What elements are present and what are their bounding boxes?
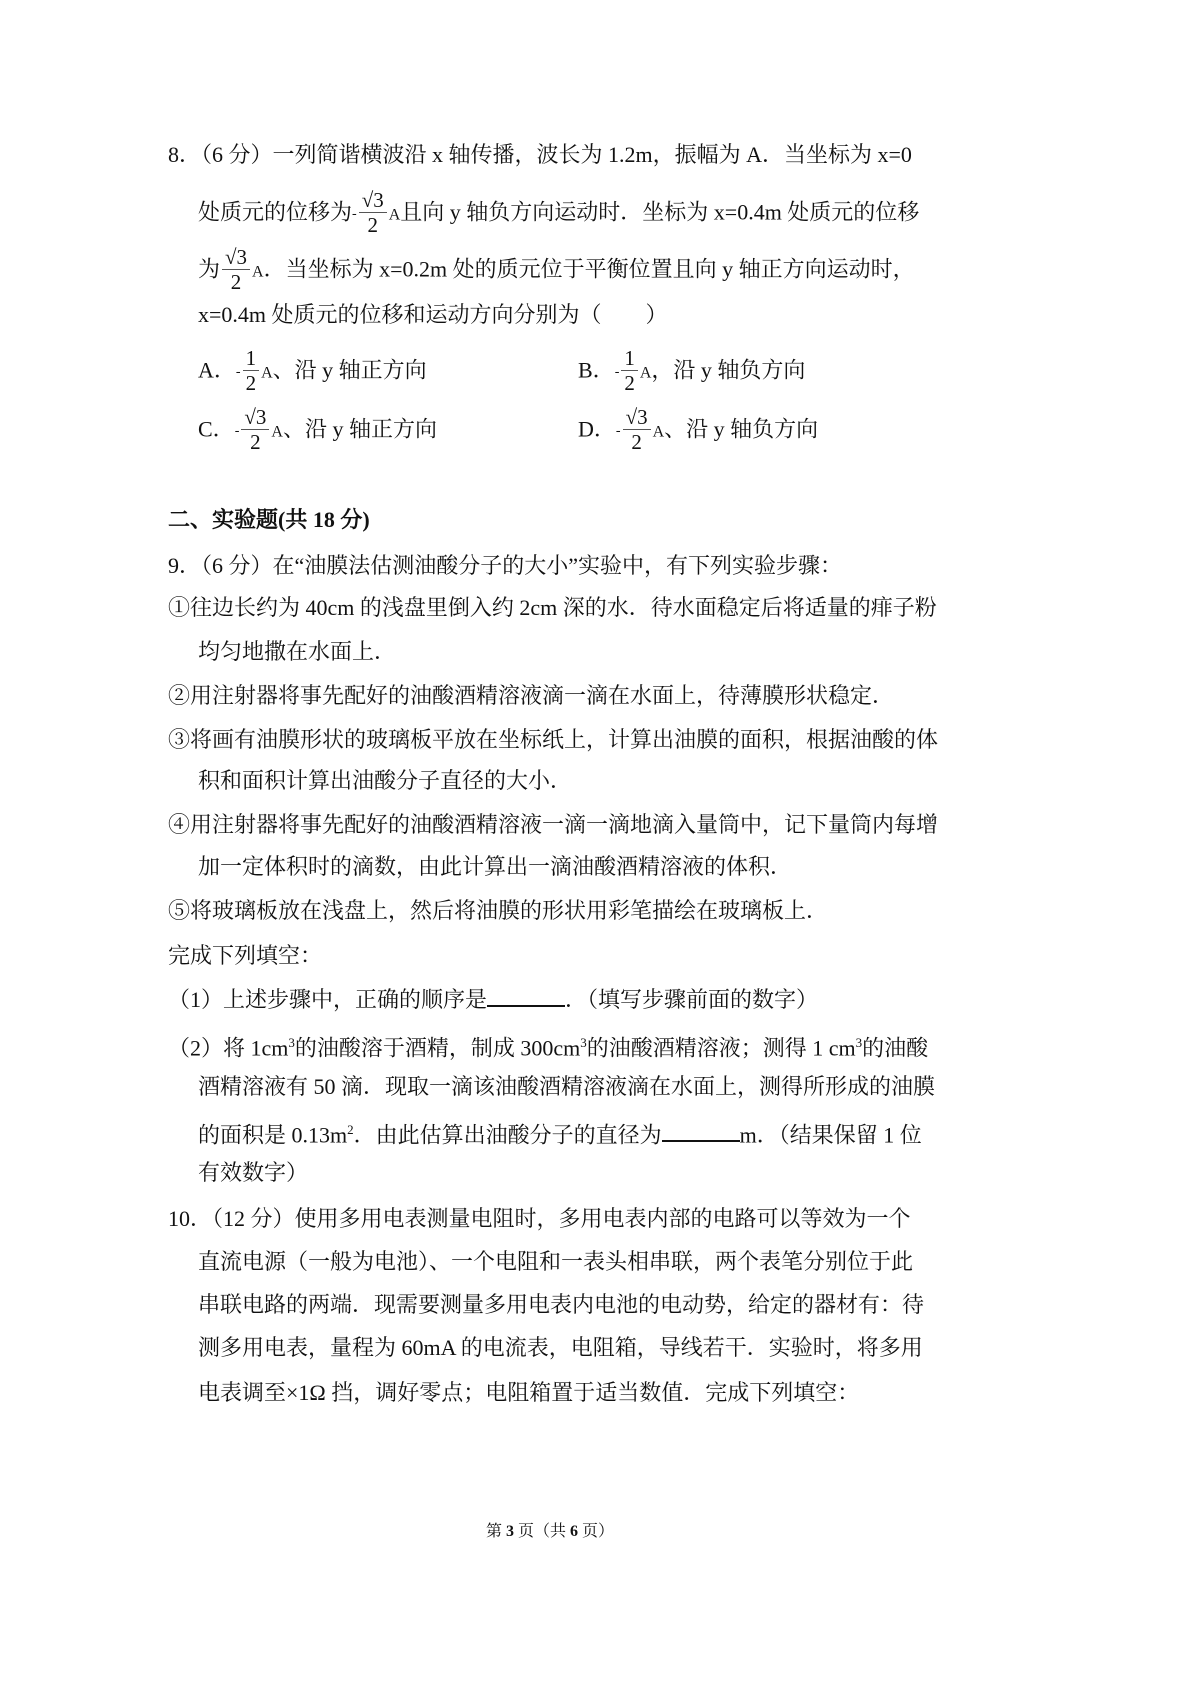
amplitude-symbol: A bbox=[639, 364, 652, 382]
option-text: 、沿 y 轴正方向 bbox=[272, 357, 427, 383]
text: 处质元的位移为 bbox=[198, 199, 353, 225]
option-a[interactable] bbox=[198, 348, 427, 397]
numerator: √3 bbox=[222, 245, 250, 270]
text: 的油酸酒精溶液；测得 1 cm bbox=[586, 1035, 856, 1061]
fraction-sqrt3-over-2 bbox=[222, 245, 250, 294]
answer-blank[interactable] bbox=[487, 985, 565, 1007]
q9-line: 均匀地撒在水面上． bbox=[198, 639, 397, 664]
page-footer bbox=[0, 1517, 1100, 1547]
total-pages: 6 bbox=[570, 1523, 578, 1540]
q9-line: ①往边长约为 40cm 的浅盘里倒入约 2cm 深的水．待水面稳定后将适量的痱子粉 bbox=[168, 595, 937, 620]
numerator: √3 bbox=[623, 405, 651, 430]
q9-line: 加一定体积时的滴数，由此计算出一滴油酸酒精溶液的体积． bbox=[198, 854, 793, 879]
text: 的面积是 0.13m bbox=[198, 1122, 348, 1148]
denominator: 2 bbox=[367, 213, 378, 237]
text: 且向 y 轴负方向运动时．坐标为 x=0.4m 处质元的位移 bbox=[400, 199, 920, 225]
option-label: C． bbox=[198, 416, 235, 442]
text: ．当坐标为 x=0.2m 处的质元位于平衡位置且向 y 轴正方向运动时， bbox=[263, 256, 915, 282]
q9-line: ④用注射器将事先配好的油酸酒精溶液一滴一滴地滴入量筒中，记下量筒内每增 bbox=[168, 812, 939, 837]
q8-line2 bbox=[198, 190, 919, 239]
q9-line: 有效数字） bbox=[198, 1160, 309, 1185]
numerator: √3 bbox=[241, 405, 269, 430]
q10-line: 电表调至×1Ω 挡，调好零点；电阻箱置于适当数值．完成下列填空： bbox=[198, 1380, 860, 1405]
superscript: 2 bbox=[347, 1122, 354, 1137]
superscript: 3 bbox=[580, 1035, 587, 1050]
denominator: 2 bbox=[250, 430, 261, 454]
option-label: D． bbox=[578, 416, 616, 442]
q9-line: ②用注射器将事先配好的油酸酒精溶液滴一滴在水面上，待薄膜形状稳定． bbox=[168, 683, 895, 708]
q10-line: 测多用电表，量程为 60mA 的电流表，电阻箱，导线若干．实验时，将多用 bbox=[198, 1335, 923, 1360]
denominator: 2 bbox=[245, 371, 257, 395]
answer-blank[interactable] bbox=[662, 1120, 740, 1142]
q9-line: 9．（6 分）在“油膜法估测油酸分子的大小”实验中，有下列实验步骤： bbox=[168, 553, 843, 578]
minus-sign: - bbox=[234, 423, 240, 439]
fraction-sqrt3-over-2 bbox=[241, 405, 269, 454]
numerator: 1 bbox=[621, 346, 638, 371]
text: 的油酸 bbox=[862, 1035, 929, 1061]
text: 的油酸溶于酒精，制成 300cm bbox=[294, 1035, 581, 1061]
text: ．（填写步骤前面的数字） bbox=[565, 987, 819, 1012]
q9-line: 积和面积计算出油酸分子直径的大小． bbox=[198, 768, 573, 793]
q8-line1: 8．（6 分）一列简谐横波沿 x 轴传播，波长为 1.2m，振幅为 A．当坐标为 x=0 bbox=[168, 142, 912, 167]
q9-line: 完成下列填空： bbox=[168, 943, 323, 968]
option-text: 、沿 y 轴负方向 bbox=[664, 416, 819, 442]
q8-line4: x=0.4m 处质元的位移和运动方向分别为（ ） bbox=[198, 302, 668, 327]
option-b[interactable] bbox=[578, 348, 805, 397]
minus-sign: - bbox=[352, 206, 357, 222]
minus-sign: - bbox=[235, 364, 241, 380]
q10-line: 直流电源（一般为电池）、一个电阻和一表头相串联，两个表笔分别位于此 bbox=[198, 1249, 914, 1274]
option-d[interactable] bbox=[578, 407, 818, 456]
q9-line: ③将画有油膜形状的玻璃板平放在坐标纸上，计算出油膜的面积，根据油酸的体 bbox=[168, 727, 939, 752]
text: ．由此估算出油酸分子的直径为 bbox=[353, 1122, 662, 1148]
fraction-1-over-2 bbox=[621, 346, 638, 395]
superscript: 3 bbox=[288, 1035, 295, 1050]
option-text: 、沿 y 轴正方向 bbox=[282, 416, 437, 442]
minus-sign: - bbox=[615, 423, 621, 439]
q9-part2-line3 bbox=[198, 1115, 922, 1150]
section-heading: 二、实验题(共 18 分) bbox=[168, 507, 370, 532]
q10-line: 10．（12 分）使用多用电表测量电阻时，多用电表内部的电路可以等效为一个 bbox=[168, 1206, 911, 1231]
denominator: 2 bbox=[631, 430, 642, 454]
q10-line: 串联电路的两端．现需要测量多用电表内电池的电动势，给定的器材有：待 bbox=[198, 1292, 925, 1317]
text: 页（共 bbox=[513, 1523, 570, 1540]
text: （1）上述步骤中，正确的顺序是 bbox=[168, 987, 488, 1012]
text: 为 bbox=[198, 256, 221, 282]
numerator: √3 bbox=[359, 188, 387, 213]
minus-sign: - bbox=[614, 364, 620, 380]
text: 页） bbox=[578, 1523, 615, 1540]
q9-line: 酒精溶液有 50 滴．现取一滴该油酸酒精溶液滴在水面上，测得所形成的油膜 bbox=[198, 1074, 936, 1099]
numerator: 1 bbox=[243, 346, 260, 371]
text: （2）将 1cm bbox=[168, 1035, 289, 1061]
q9-line: ⑤将玻璃板放在浅盘上，然后将油膜的形状用彩笔描绘在玻璃板上． bbox=[168, 898, 829, 923]
option-text: ，沿 y 轴负方向 bbox=[651, 357, 806, 383]
superscript: 3 bbox=[855, 1035, 863, 1050]
amplitude-symbol: A bbox=[261, 364, 273, 382]
amplitude-symbol: A bbox=[388, 206, 401, 224]
denominator: 2 bbox=[230, 270, 242, 294]
option-label: B． bbox=[578, 357, 615, 383]
q8-line3 bbox=[198, 247, 915, 296]
fraction-1-over-2 bbox=[243, 346, 260, 395]
fraction-sqrt3-over-2 bbox=[359, 188, 387, 237]
amplitude-symbol: A bbox=[271, 423, 283, 441]
denominator: 2 bbox=[624, 371, 635, 395]
amplitude-symbol: A bbox=[252, 263, 264, 281]
text: 第 bbox=[485, 1523, 506, 1540]
page-number: 3 bbox=[505, 1523, 514, 1540]
q9-part2 bbox=[168, 1028, 928, 1063]
option-c[interactable] bbox=[198, 407, 437, 456]
text: m．（结果保留 1 位 bbox=[739, 1122, 922, 1148]
fraction-sqrt3-over-2 bbox=[623, 405, 651, 454]
option-label: A． bbox=[198, 357, 236, 383]
amplitude-symbol: A bbox=[652, 423, 665, 441]
q9-part1 bbox=[168, 985, 818, 1015]
